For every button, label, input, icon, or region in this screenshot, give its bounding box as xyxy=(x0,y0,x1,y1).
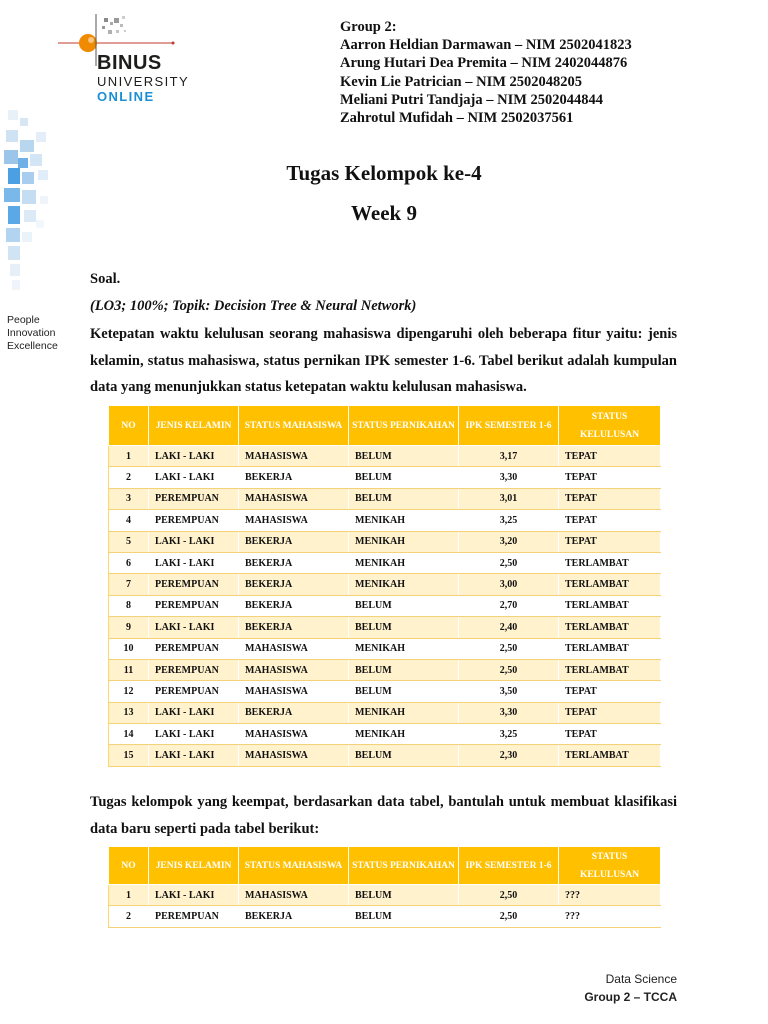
cell-no: 4 xyxy=(109,510,149,531)
group-member: Zahrotul Mufidah – NIM 2502037561 xyxy=(340,110,574,127)
header-no: NO xyxy=(109,847,149,885)
cell-status-kelulusan: TEPAT xyxy=(559,467,661,488)
group-member: Meliani Putri Tandjaja – NIM 2502044844 xyxy=(340,91,604,108)
cell-jenis-kelamin: PEREMPUAN xyxy=(149,638,239,659)
header-ipk: IPK SEMESTER 1-6 xyxy=(459,847,559,885)
cell-status-kelulusan: TERLAMBAT xyxy=(559,617,661,638)
cell-ipk: 2,40 xyxy=(459,617,559,638)
cell-jenis-kelamin: LAKI - LAKI xyxy=(149,467,239,488)
table-row xyxy=(109,488,661,509)
cell-status-pernikahan: BELUM xyxy=(349,745,459,766)
group-heading: Group 2: xyxy=(340,19,397,35)
cell-status-pernikahan: BELUM xyxy=(349,659,459,680)
cell-status-kelulusan: TEPAT xyxy=(559,681,661,702)
cell-status-pernikahan: BELUM xyxy=(349,467,459,488)
cell-status-kelulusan: TERLAMBAT xyxy=(559,659,661,680)
pixel-pattern-graphic xyxy=(0,0,58,310)
cell-status-kelulusan: TEPAT xyxy=(559,702,661,723)
cell-status-pernikahan: BELUM xyxy=(349,488,459,509)
table-row xyxy=(109,906,661,927)
cell-jenis-kelamin: LAKI - LAKI xyxy=(149,531,239,552)
table-row xyxy=(109,531,661,552)
cell-ipk: 2,50 xyxy=(459,906,559,927)
cell-ipk: 3,30 xyxy=(459,702,559,723)
cell-status-mahasiswa: BEKERJA xyxy=(239,617,349,638)
document-subtitle: Week 9 xyxy=(351,201,417,225)
header-jenis-kelamin: JENIS KELAMIN xyxy=(149,847,239,885)
cell-jenis-kelamin: PEREMPUAN xyxy=(149,510,239,531)
orange-dot-icon xyxy=(79,34,97,52)
cell-status-kelulusan: TEPAT xyxy=(559,510,661,531)
table-row xyxy=(109,595,661,616)
header-status-mahasiswa: STATUS MAHASISWA xyxy=(239,406,349,446)
cell-status-kelulusan: TERLAMBAT xyxy=(559,595,661,616)
cell-jenis-kelamin: LAKI - LAKI xyxy=(149,702,239,723)
cell-status-kelulusan: TEPAT xyxy=(559,724,661,745)
table-row xyxy=(109,702,661,723)
brand-university: UNIVERSITY xyxy=(97,74,190,89)
cell-status-mahasiswa: MAHASISWA xyxy=(239,724,349,745)
group-info xyxy=(340,18,632,127)
cell-status-pernikahan: MENIKAH xyxy=(349,531,459,552)
cell-ipk: 3,25 xyxy=(459,510,559,531)
cell-no: 1 xyxy=(109,446,149,467)
cell-no: 5 xyxy=(109,531,149,552)
cell-ipk: 2,50 xyxy=(459,638,559,659)
cell-ipk: 3,50 xyxy=(459,681,559,702)
cell-no: 9 xyxy=(109,617,149,638)
cell-status-mahasiswa: MAHASISWA xyxy=(239,488,349,509)
cell-jenis-kelamin: PEREMPUAN xyxy=(149,488,239,509)
table-row xyxy=(109,745,661,766)
cell-no: 2 xyxy=(109,906,149,927)
soal-label: Soal. xyxy=(90,271,121,287)
cell-status-mahasiswa: BEKERJA xyxy=(239,552,349,573)
cell-status-pernikahan: BELUM xyxy=(349,617,459,638)
cell-no: 8 xyxy=(109,595,149,616)
table-row xyxy=(109,681,661,702)
cell-ipk: 2,50 xyxy=(459,552,559,573)
header-ipk: IPK SEMESTER 1-6 xyxy=(459,406,559,446)
cell-no: 14 xyxy=(109,724,149,745)
footer-group: Group 2 – TCCA xyxy=(584,990,677,1004)
cell-jenis-kelamin: PEREMPUAN xyxy=(149,595,239,616)
header-status-pernikahan: STATUS PERNIKAHAN xyxy=(349,847,459,885)
cell-status-mahasiswa: MAHASISWA xyxy=(239,681,349,702)
footer-course: Data Science xyxy=(605,972,677,986)
tagline-line: People xyxy=(7,314,40,326)
group-member: Aarron Heldian Darmawan – NIM 2502041823 xyxy=(340,37,632,54)
cell-status-mahasiswa: MAHASISWA xyxy=(239,510,349,531)
cell-status-kelulusan: TERLAMBAT xyxy=(559,638,661,659)
cell-status-kelulusan: TERLAMBAT xyxy=(559,745,661,766)
cell-status-pernikahan: BELUM xyxy=(349,885,459,906)
cell-ipk: 3,25 xyxy=(459,724,559,745)
table-row xyxy=(109,617,661,638)
cell-status-pernikahan: MENIKAH xyxy=(349,552,459,573)
cell-jenis-kelamin: LAKI - LAKI xyxy=(149,552,239,573)
cell-ipk: 2,50 xyxy=(459,885,559,906)
cell-status-mahasiswa: BEKERJA xyxy=(239,702,349,723)
brand-online: ONLINE xyxy=(97,89,155,104)
table-row xyxy=(109,510,661,531)
cell-status-pernikahan: BELUM xyxy=(349,446,459,467)
cell-no: 12 xyxy=(109,681,149,702)
tagline-line: Excellence xyxy=(7,340,58,352)
cell-ipk: 3,20 xyxy=(459,531,559,552)
cell-status-kelulusan: TEPAT xyxy=(559,531,661,552)
header-jenis-kelamin: JENIS KELAMIN xyxy=(149,406,239,446)
cell-jenis-kelamin: LAKI - LAKI xyxy=(149,617,239,638)
cell-status-mahasiswa: MAHASISWA xyxy=(239,745,349,766)
cell-status-mahasiswa: BEKERJA xyxy=(239,467,349,488)
cell-status-kelulusan: TERLAMBAT xyxy=(559,552,661,573)
cell-no: 6 xyxy=(109,552,149,573)
header-no: NO xyxy=(109,406,149,446)
cell-jenis-kelamin: PEREMPUAN xyxy=(149,659,239,680)
cell-no: 2 xyxy=(109,467,149,488)
cell-status-pernikahan: BELUM xyxy=(349,681,459,702)
new-data-table xyxy=(108,846,661,928)
cell-status-mahasiswa: MAHASISWA xyxy=(239,638,349,659)
header-status-kelulusan: STATUS KELULUSAN xyxy=(559,406,661,446)
cell-no: 15 xyxy=(109,745,149,766)
group-member: Arung Hutari Dea Premita – NIM 2402044876 xyxy=(340,55,628,72)
cell-ipk: 2,50 xyxy=(459,659,559,680)
brand-name: BINUS xyxy=(97,52,162,74)
cell-status-mahasiswa: BEKERJA xyxy=(239,531,349,552)
cell-status-mahasiswa: MAHASISWA xyxy=(239,885,349,906)
cell-status-pernikahan: MENIKAH xyxy=(349,510,459,531)
cell-jenis-kelamin: PEREMPUAN xyxy=(149,906,239,927)
cell-jenis-kelamin: LAKI - LAKI xyxy=(149,724,239,745)
task-paragraph: Tugas kelompok yang keempat, berdasarkan data tabel, bantulah untuk membuat klasifikasi data baru seperti pada tabel berikut: xyxy=(90,794,677,837)
cell-jenis-kelamin: LAKI - LAKI xyxy=(149,745,239,766)
cell-jenis-kelamin: LAKI - LAKI xyxy=(149,446,239,467)
cell-status-pernikahan: BELUM xyxy=(349,595,459,616)
cell-status-mahasiswa: BEKERJA xyxy=(239,595,349,616)
table-row xyxy=(109,659,661,680)
cell-ipk: 3,00 xyxy=(459,574,559,595)
table-row xyxy=(109,574,661,595)
cell-status-pernikahan: MENIKAH xyxy=(349,702,459,723)
cell-status-pernikahan: MENIKAH xyxy=(349,574,459,595)
cell-no: 1 xyxy=(109,885,149,906)
cell-ipk: 2,70 xyxy=(459,595,559,616)
cell-ipk: 3,30 xyxy=(459,467,559,488)
cell-status-pernikahan: BELUM xyxy=(349,906,459,927)
cell-status-pernikahan: MENIKAH xyxy=(349,724,459,745)
cell-status-mahasiswa: MAHASISWA xyxy=(239,659,349,680)
cell-ipk: 3,17 xyxy=(459,446,559,467)
cell-status-kelulusan: ??? xyxy=(559,885,661,906)
cell-status-kelulusan: TEPAT xyxy=(559,446,661,467)
table-row xyxy=(109,467,661,488)
table-row xyxy=(109,446,661,467)
cell-status-pernikahan: MENIKAH xyxy=(349,638,459,659)
cell-no: 11 xyxy=(109,659,149,680)
decorative-sidebar xyxy=(0,0,58,310)
tagline-line: Innovation xyxy=(7,327,56,339)
document-title: Tugas Kelompok ke-4 xyxy=(286,161,482,185)
table-row xyxy=(109,885,661,906)
header-status-kelulusan: STATUS KELULUSAN xyxy=(559,847,661,885)
cell-status-kelulusan: TEPAT xyxy=(559,488,661,509)
cell-status-kelulusan: ??? xyxy=(559,906,661,927)
cell-jenis-kelamin: LAKI - LAKI xyxy=(149,885,239,906)
lo-line: (LO3; 100%; Topik: Decision Tree & Neural Network) xyxy=(90,298,417,314)
cell-no: 13 xyxy=(109,702,149,723)
brand-wordmark xyxy=(97,52,189,105)
cell-status-kelulusan: TERLAMBAT xyxy=(559,574,661,595)
tagline xyxy=(7,314,58,353)
cell-jenis-kelamin: PEREMPUAN xyxy=(149,681,239,702)
cell-no: 3 xyxy=(109,488,149,509)
cell-jenis-kelamin: PEREMPUAN xyxy=(149,574,239,595)
cell-ipk: 2,30 xyxy=(459,745,559,766)
table-row xyxy=(109,638,661,659)
cell-no: 10 xyxy=(109,638,149,659)
header-status-mahasiswa: STATUS MAHASISWA xyxy=(239,847,349,885)
cell-no: 7 xyxy=(109,574,149,595)
table-row xyxy=(109,724,661,745)
cell-status-mahasiswa: BEKERJA xyxy=(239,906,349,927)
table-row xyxy=(109,552,661,573)
group-member: Kevin Lie Patrician – NIM 2502048205 xyxy=(340,73,583,90)
header-status-pernikahan: STATUS PERNIKAHAN xyxy=(349,406,459,446)
cell-ipk: 3,01 xyxy=(459,488,559,509)
intro-paragraph: Ketepatan waktu kelulusan seorang mahasiswa dipengaruhi oleh beberapa fitur yaitu: jenis kelamin, status mahasiswa, status pernikan IPK semester 1-6. Tabel berikut adalah kumpulan data yang menunjukkan status ketepatan waktu kelulusan mahasiswa. xyxy=(90,326,677,395)
cell-status-mahasiswa: BEKERJA xyxy=(239,574,349,595)
cell-status-mahasiswa: MAHASISWA xyxy=(239,446,349,467)
training-data-table xyxy=(108,405,661,767)
